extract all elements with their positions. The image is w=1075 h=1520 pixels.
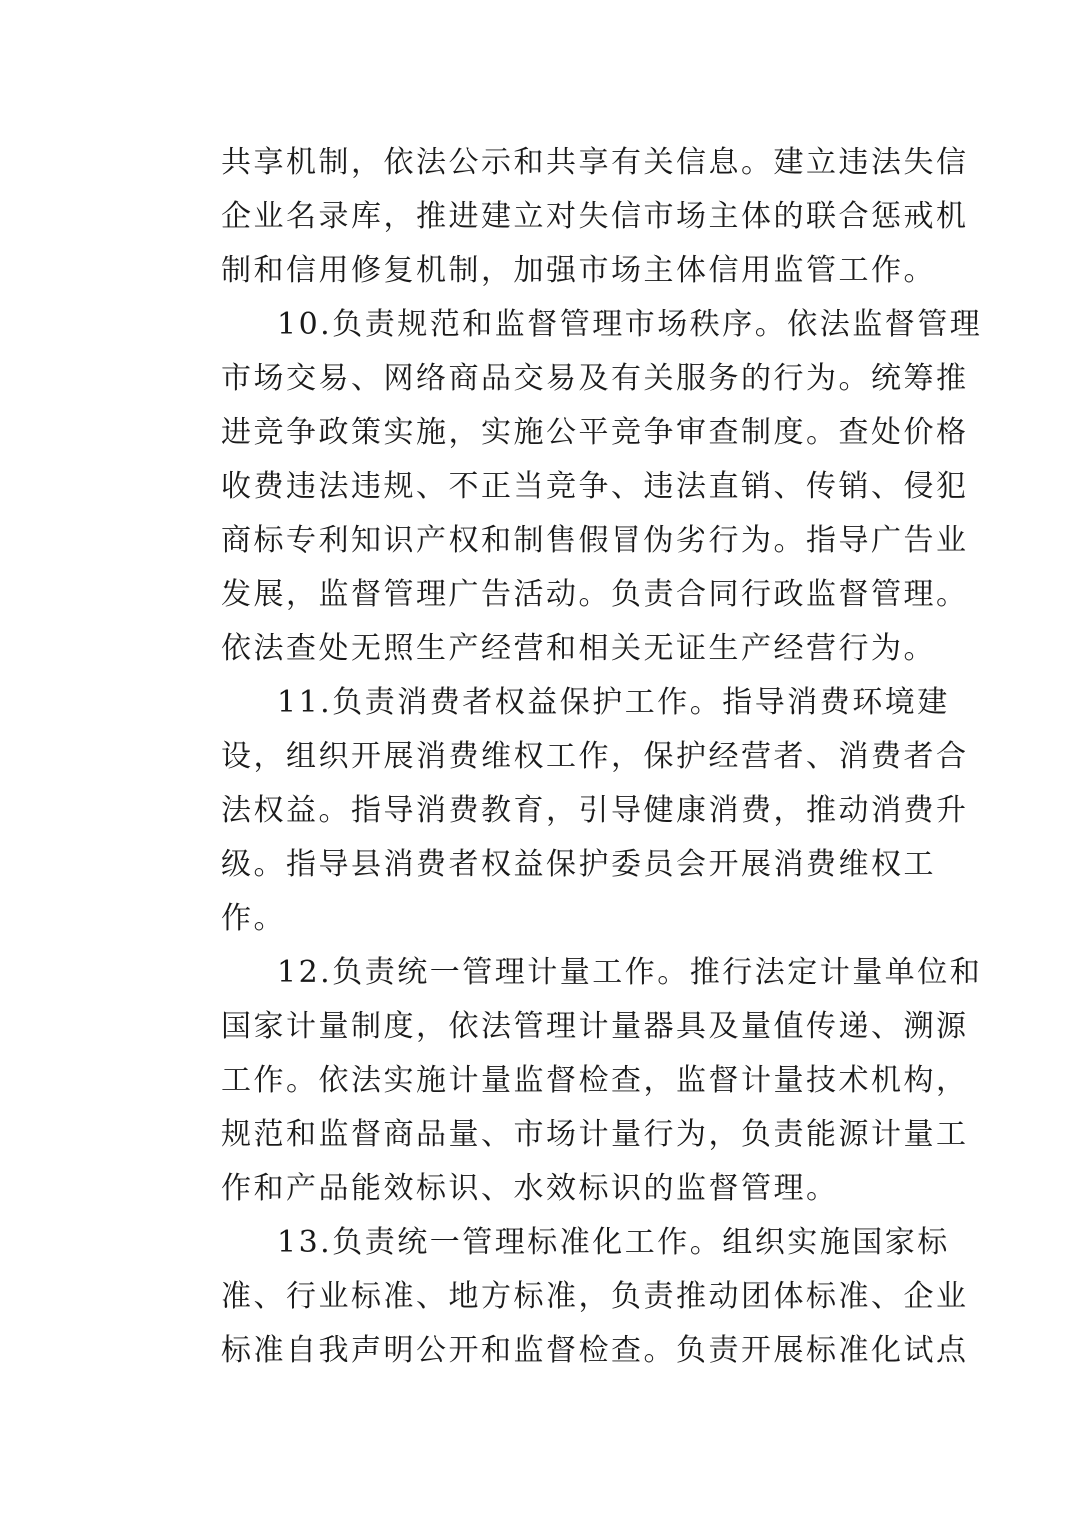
text-line: 规范和监督商品量、市场计量行为，负责能源计量工 — [221, 1117, 969, 1152]
text-line: 标准自我声明公开和监督检查。负责开展标准化试点 — [221, 1333, 969, 1368]
paragraph-item-11 — [221, 676, 969, 946]
text-line: 级。指导县消费者权益保护委员会开展消费维权工 — [221, 847, 936, 882]
text-line: 10.负责规范和监督管理市场秩序。依法监督管理 — [277, 307, 983, 342]
text-line: 准、行业标准、地方标准，负责推动团体标准、企业 — [221, 1279, 969, 1314]
text-line: 13.负责统一管理标准化工作。组织实施国家标 — [277, 1225, 950, 1260]
text-line: 市场交易、网络商品交易及有关服务的行为。统筹推 — [221, 361, 969, 396]
text-line: 设，组织开展消费维权工作，保护经营者、消费者合 — [221, 739, 969, 774]
text-line: 国家计量制度，依法管理计量器具及量值传递、溯源 — [221, 1009, 969, 1044]
text-line: 法权益。指导消费教育，引导健康消费，推动消费升 — [221, 793, 969, 828]
document-body — [221, 136, 983, 1378]
text-line: 作。 — [221, 901, 286, 936]
text-line: 工作。依法实施计量监督检查，监督计量技术机构， — [221, 1063, 969, 1098]
text-line: 作和产品能效标识、水效标识的监督管理。 — [221, 1171, 839, 1206]
paragraph-item-12 — [221, 946, 983, 1216]
text-line: 商标专利知识产权和制售假冒伪劣行为。指导广告业 — [221, 523, 969, 558]
paragraph-registry — [221, 136, 969, 298]
text-line: 依法查处无照生产经营和相关无证生产经营行为。 — [221, 631, 936, 666]
text-line: 12.负责统一管理计量工作。推行法定计量单位和 — [277, 955, 983, 990]
text-line: 共享机制，依法公示和共享有关信息。建立违法失信 — [221, 145, 969, 180]
text-line: 制和信用修复机制，加强市场主体信用监管工作。 — [221, 253, 936, 288]
text-line: 收费违法违规、不正当竞争、违法直销、传销、侵犯 — [221, 469, 969, 504]
text-line: 发展，监督管理广告活动。负责合同行政监督管理。 — [221, 577, 969, 612]
paragraph-item-10 — [221, 298, 983, 676]
text-line: 企业名录库，推进建立对失信市场主体的联合惩戒机 — [221, 199, 969, 234]
text-line: 11.负责消费者权益保护工作。指导消费环境建 — [277, 685, 950, 720]
text-line: 进竞争政策实施，实施公平竞争审查制度。查处价格 — [221, 415, 969, 450]
paragraph-item-13 — [221, 1216, 969, 1378]
